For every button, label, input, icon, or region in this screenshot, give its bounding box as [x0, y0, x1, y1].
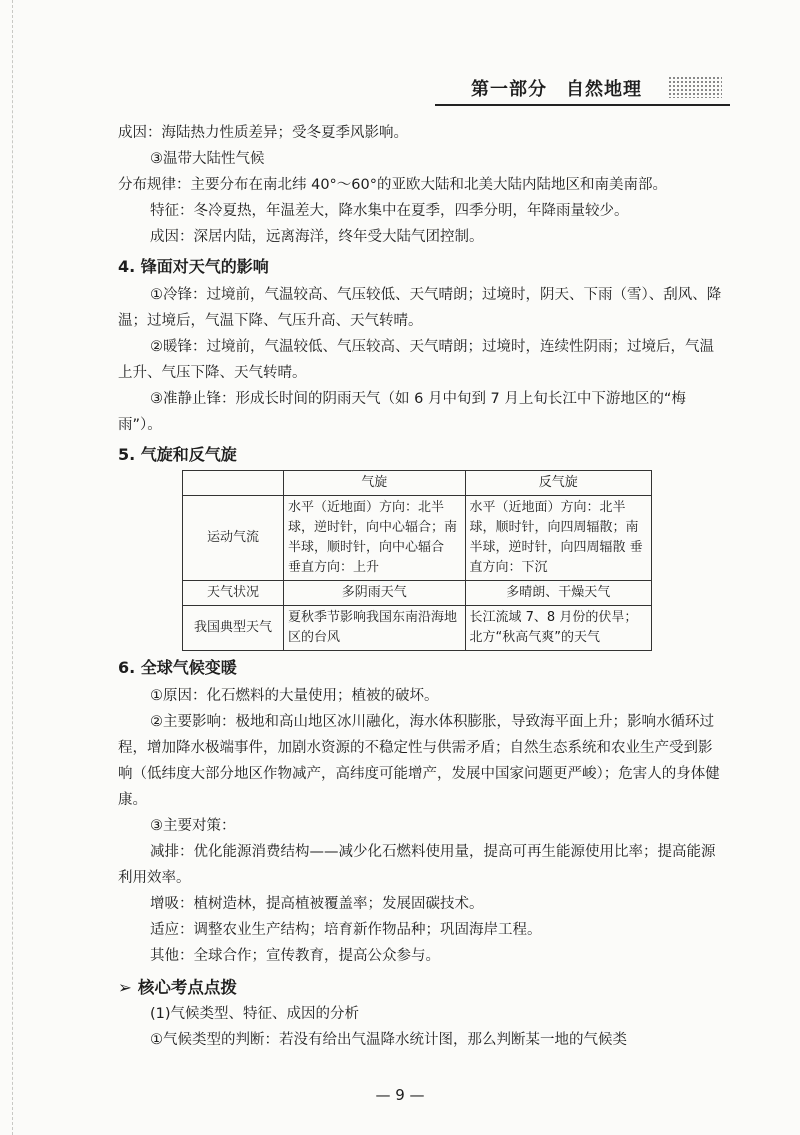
core-heading-text: 核心考点点拨 [137, 978, 237, 997]
header-title: 第一部分 自然地理 [471, 79, 642, 100]
table-row-header: 我国典型天气 [183, 606, 284, 651]
paragraph: 增吸：植树造林，提高植被覆盖率；发展固碳技术。 [150, 896, 484, 912]
section-heading-5: 5. 气旋和反气旋 [118, 445, 237, 464]
section-heading-4: 4. 锋面对天气的影响 [118, 257, 269, 276]
table-header-cell [183, 471, 284, 496]
table-header-cell: 气旋 [284, 471, 466, 496]
page-number: — 9 — [375, 1086, 425, 1104]
table-row [183, 581, 652, 606]
table-cell: 长江流域 7、8 月份的伏旱；北方“秋高气爽”的天气 [465, 606, 651, 651]
table-cell: 多阴雨天气 [284, 581, 466, 606]
table-row [183, 496, 652, 581]
section-heading-6: 6. 全球气候变暖 [118, 658, 237, 677]
table-cell: 多晴朗、干燥天气 [465, 581, 651, 606]
table-row [183, 606, 652, 651]
paragraph: ②主要影响：极地和高山地区冰川融化，海水体积膨胀，导致海平面上升；影响水循环过程，增加降水极端事件，加剧水资源的不稳定性与供需矛盾；自然生态系统和农业生产受到影响（低纬度大部分地区作物减产，高纬度可能增产，发展中国家问题更严峻）；危害人的身体健康。 [118, 714, 720, 808]
paragraph: ①冷锋：过境前，气温较高、气压较低、天气晴朗；过境时，阴天、下雨（雪）、刮风、降温；过境后，气温下降、气压升高、天气转晴。 [118, 287, 722, 329]
table-row-header: 运动气流 [183, 496, 284, 581]
page-content [118, 120, 724, 1053]
paragraph: ①气候类型的判断：若没有给出气温降水统计图，那么判断某一地的气候类 [150, 1032, 627, 1048]
paragraph: 减排：优化能源消费结构——减少化石燃料使用量，提高可再生能源使用比率；提高能源利用效率。 [118, 844, 716, 886]
paragraph: 特征：冬冷夏热，年温差大，降水集中在夏季，四季分明，年降雨量较少。 [150, 203, 629, 219]
cyclone-table [182, 470, 652, 651]
table-row-header: 天气状况 [183, 581, 284, 606]
table-cell: 水平（近地面）方向：北半球，逆时针，向中心辐合；南半球，顺时针，向中心辐合 垂直方向：上升 [284, 496, 466, 581]
paragraph: 成因：深居内陆，远离海洋，终年受大陆气团控制。 [150, 229, 484, 245]
core-heading [118, 975, 724, 1001]
table-cell: 夏秋季节影响我国东南沿海地区的台风 [284, 606, 466, 651]
running-header [435, 72, 730, 106]
paragraph: ②暖锋：过境前，气温较低、气压较高、天气晴朗；过境时，连续性阴雨；过境后，气温上升、气压下降、天气转晴。 [118, 339, 714, 381]
table-header-cell: 反气旋 [465, 471, 651, 496]
arrow-icon: ➢ [118, 978, 132, 997]
paragraph: ③温带大陆性气候 [150, 151, 265, 167]
paragraph: 适应：调整农业生产结构；培育新作物品种；巩固海岸工程。 [150, 922, 542, 938]
table-cell: 水平（近地面）方向：北半球，顺时针，向四周辐散；南半球，逆时针，向四周辐散 垂直方向：下沉 [465, 496, 651, 581]
paragraph: 分布规律：主要分布在南北纬 40°～60°的亚欧大陆和北美大陆内陆地区和南美南部。 [118, 177, 668, 193]
sub-heading: (1)气候类型、特征、成因的分析 [150, 1006, 360, 1022]
header-decoration [668, 76, 722, 98]
paragraph: 成因：海陆热力性质差异；受冬夏季风影响。 [118, 125, 408, 141]
paragraph: ③主要对策： [150, 818, 236, 834]
table-header-row [183, 471, 652, 496]
paragraph: ①原因：化石燃料的大量使用；植被的破坏。 [150, 688, 439, 704]
paragraph: ③准静止锋：形成长时间的阴雨天气（如 6 月中旬到 7 月上旬长江中下游地区的“梅雨”）。 [118, 391, 686, 433]
binding-margin [0, 0, 13, 1135]
paragraph: 其他：全球合作；宣传教育，提高公众参与。 [150, 948, 440, 964]
